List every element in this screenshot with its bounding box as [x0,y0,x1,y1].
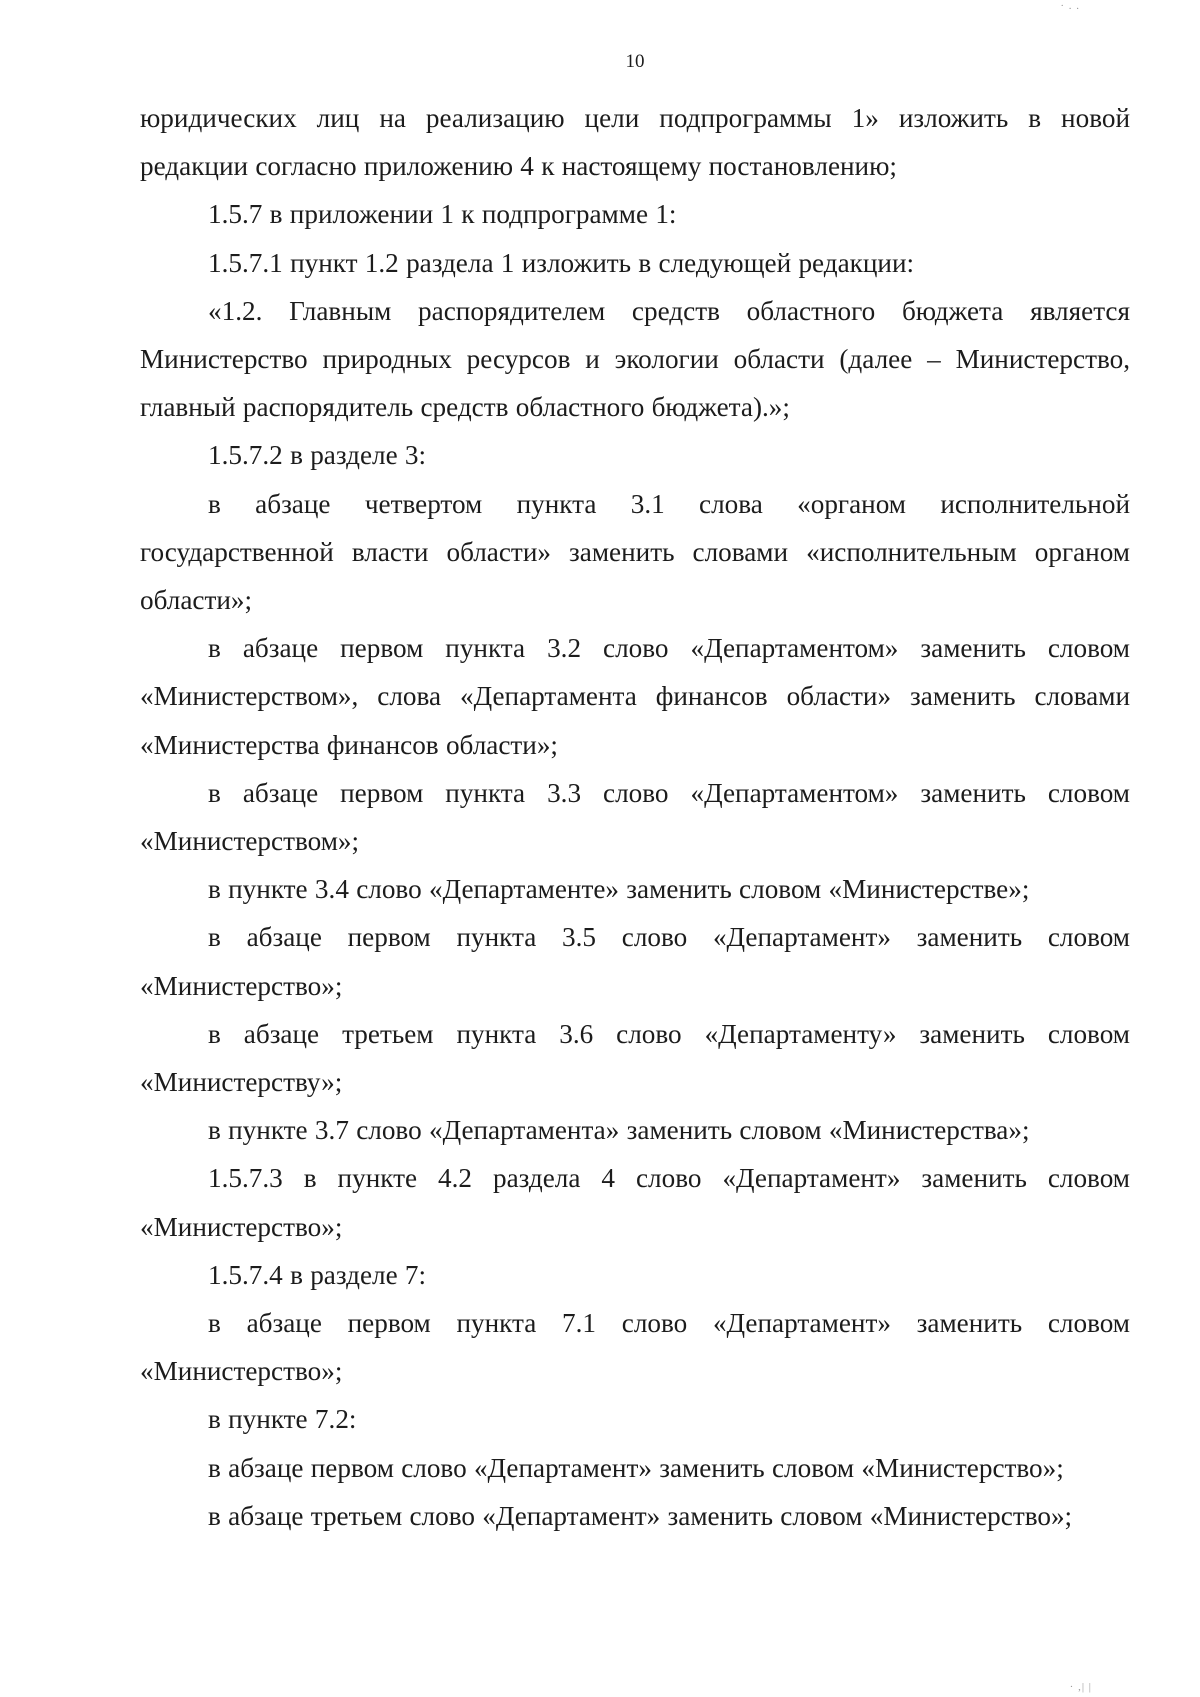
paragraph-item-1-5-7-2: 1.5.7.2 в разделе 3: [208,440,427,471]
paragraph-point-3-7: в пункте 3.7 слово «Департамента» заменить словом «Министерства»; [208,1115,1030,1146]
scan-mark-top: · . . [1060,0,1080,12]
paragraph-item-1-5-7-4: 1.5.7.4 в разделе 7: [208,1259,427,1290]
paragraph-point-7-2: в пункте 7.2: [208,1404,357,1435]
page-number: 10 [625,51,645,72]
paragraph-continuation: юридических лиц на реализацию цели подпрограммы 1» изложить в новой редакции согласно приложению 4 к настоящему постановлению; [140,103,1130,182]
paragraph-quoted-1-2: «1.2. Главным распорядителем средств областного бюджета является Министерство природных ресурсов и экологии области (далее – Министерство, главный распорядитель средств областного бюджета).»; [140,295,1130,423]
paragraph-point-3-2: в абзаце первом пункта 3.2 слово «Департаментом» заменить словом «Министерством», слова «Департамента финансов области» заменить словами «Министерства финансов области»; [140,633,1130,760]
paragraph-point-3-3: в абзаце первом пункта 3.3 слово «Департаментом» заменить словом «Министерством»; [140,777,1130,857]
paragraph-item-1-5-7-3: 1.5.7.3 в пункте 4.2 раздела 4 слово «Департамент» заменить словом «Министерство»; [140,1163,1130,1242]
paragraph-point-7-2-third: в абзаце третьем слово «Департамент» заменить словом «Министерство»; [208,1500,1073,1531]
paragraph-point-3-1: в абзаце четвертом пункта 3.1 слова «органом исполнительной государственной власти области» заменить словами «исполнительным органом области»; [140,488,1130,616]
scan-mark-bottom: · ,| | [1069,1681,1092,1693]
paragraph-point-3-5: в абзаце первом пункта 3.5 слово «Департамент» заменить словом «Министерство»; [140,922,1130,1001]
document-body [140,94,1130,1540]
paragraph-item-1-5-7: 1.5.7 в приложении 1 к подпрограмме 1: [208,199,677,230]
paragraph-point-3-6: в абзаце третьем пункта 3.6 слово «Департаменту» заменить словом «Министерству»; [140,1018,1130,1098]
paragraph-point-7-1: в абзаце первом пункта 7.1 слово «Департамент» заменить словом «Министерство»; [140,1308,1130,1387]
paragraph-point-3-4: в пункте 3.4 слово «Департаменте» заменить словом «Министерстве»; [208,874,1030,905]
paragraph-point-7-2-first: в абзаце первом слово «Департамент» заменить словом «Министерство»; [208,1452,1064,1483]
paragraph-item-1-5-7-1: 1.5.7.1 пункт 1.2 раздела 1 изложить в следующей редакции: [208,247,915,278]
